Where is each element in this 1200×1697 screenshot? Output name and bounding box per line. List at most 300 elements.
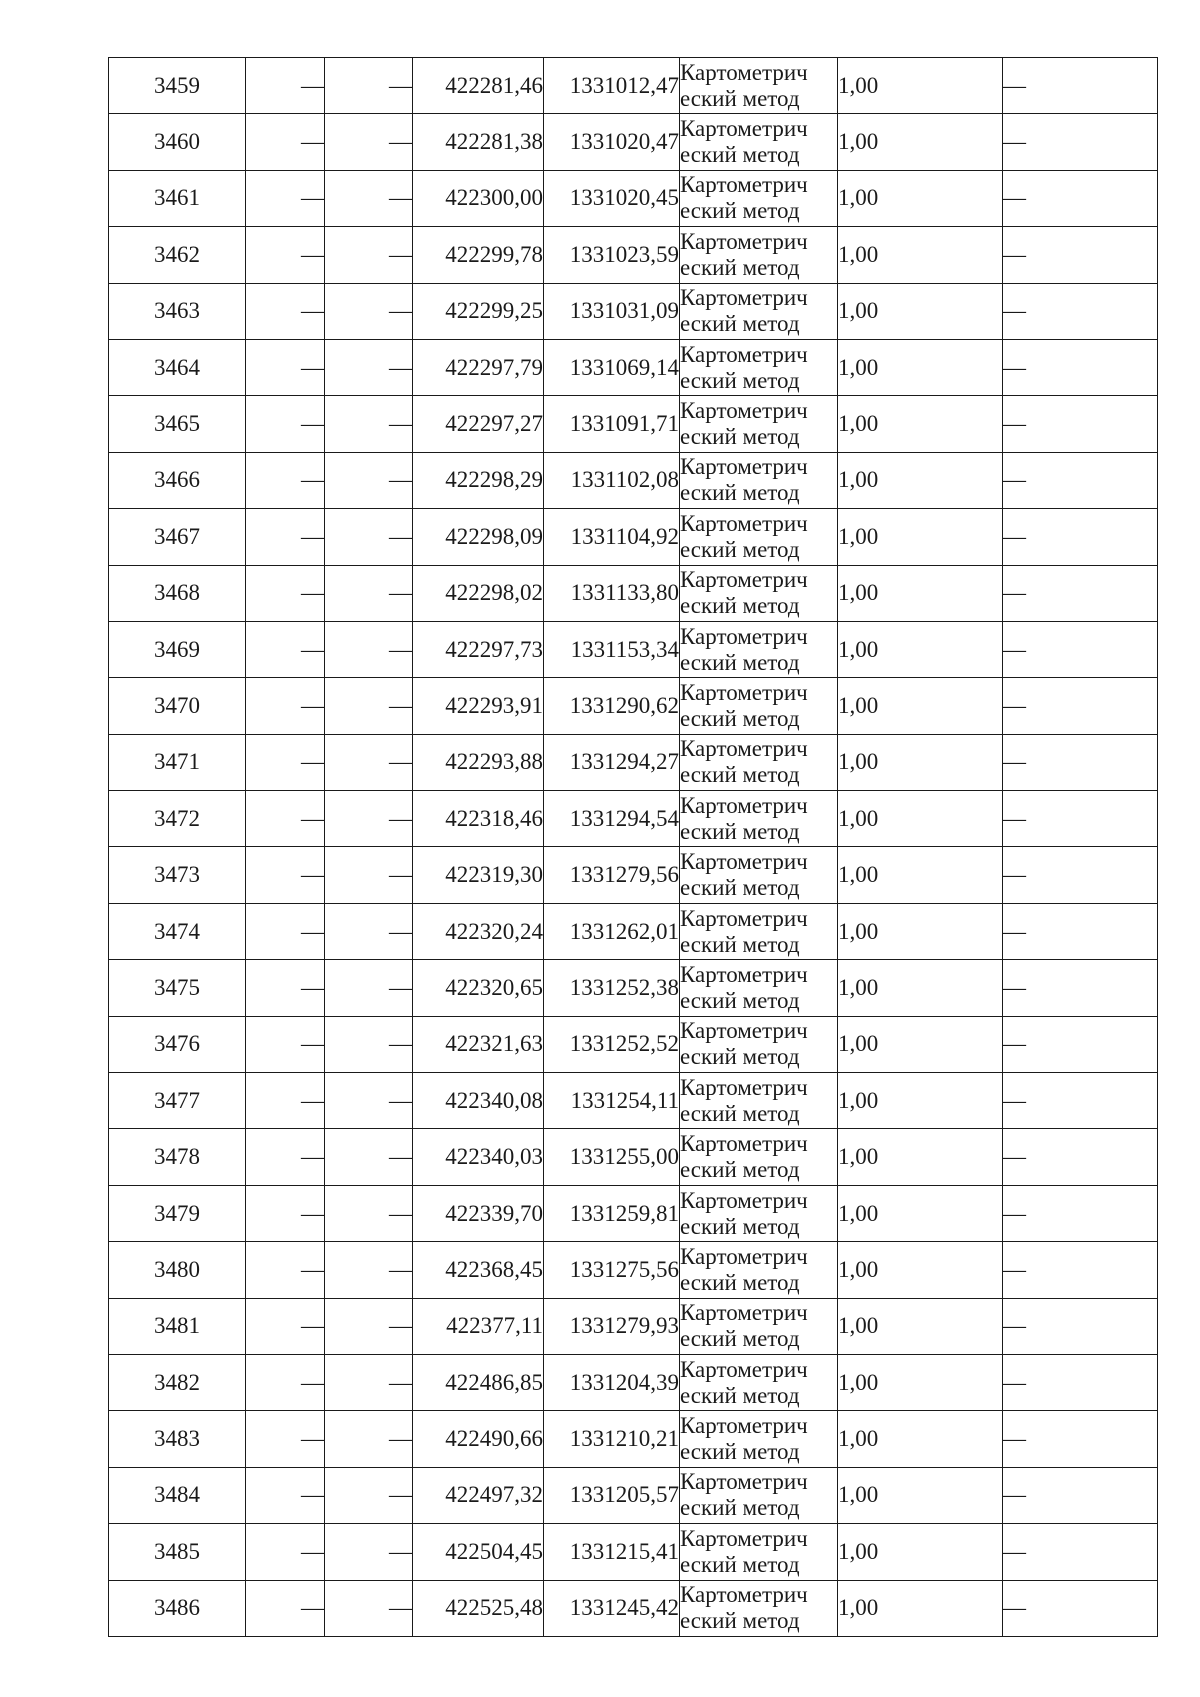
description-cell: — [1003, 1467, 1158, 1523]
old-y-cell: — [325, 678, 413, 734]
y-coordinate-cell: 1331290,62 [544, 678, 680, 734]
x-coordinate-cell: 422298,09 [413, 509, 544, 565]
method-text-line: Картометрич [680, 510, 808, 536]
method-text-line: еский метод [680, 705, 800, 731]
old-x-cell: — [246, 1129, 325, 1185]
point-number-cell: 3464 [109, 339, 246, 395]
point-number-cell: 3462 [109, 227, 246, 283]
table-row [109, 283, 1158, 339]
method-text-line: еский метод [680, 142, 800, 168]
accuracy-cell: 1,00 [838, 227, 1003, 283]
method-text-line: Картометрич [680, 59, 808, 85]
accuracy-cell: 1,00 [838, 509, 1003, 565]
table-row [109, 1242, 1158, 1298]
old-x-cell: — [246, 960, 325, 1016]
accuracy-cell: 1,00 [838, 678, 1003, 734]
x-coordinate-cell: 422490,66 [413, 1411, 544, 1467]
old-y-cell: — [325, 396, 413, 452]
description-cell: — [1003, 678, 1158, 734]
old-y-cell: — [325, 1185, 413, 1241]
description-cell: — [1003, 339, 1158, 395]
method-text-line: Картометрич [680, 567, 808, 593]
accuracy-cell: 1,00 [838, 1016, 1003, 1072]
y-coordinate-cell: 1331104,92 [544, 509, 680, 565]
y-coordinate-cell: 1331020,45 [544, 170, 680, 226]
old-x-cell: — [246, 565, 325, 621]
method-text-line: еский метод [680, 875, 800, 901]
y-coordinate-cell: 1331020,47 [544, 114, 680, 170]
x-coordinate-cell: 422299,25 [413, 283, 544, 339]
point-number-cell: 3460 [109, 114, 246, 170]
old-y-cell: — [325, 283, 413, 339]
old-y-cell: — [325, 1298, 413, 1354]
method-text-line: еский метод [680, 198, 800, 224]
y-coordinate-cell: 1331102,08 [544, 452, 680, 508]
description-cell: — [1003, 1073, 1158, 1129]
x-coordinate-cell: 422297,27 [413, 396, 544, 452]
description-cell: — [1003, 1411, 1158, 1467]
description-cell: — [1003, 847, 1158, 903]
x-coordinate-cell: 422300,00 [413, 170, 544, 226]
x-coordinate-cell: 422281,46 [413, 58, 544, 114]
description-cell: — [1003, 509, 1158, 565]
method-text-line: Картометрич [680, 1525, 808, 1551]
old-y-cell: — [325, 452, 413, 508]
old-x-cell: — [246, 734, 325, 790]
method-text-line: еский метод [680, 987, 800, 1013]
description-cell: — [1003, 1354, 1158, 1410]
description-cell: — [1003, 283, 1158, 339]
method-text-line: Картометрич [680, 736, 808, 762]
old-y-cell: — [325, 227, 413, 283]
y-coordinate-cell: 1331210,21 [544, 1411, 680, 1467]
accuracy-cell: 1,00 [838, 791, 1003, 847]
point-number-cell: 3468 [109, 565, 246, 621]
description-cell: — [1003, 621, 1158, 677]
method-cell [680, 565, 838, 621]
x-coordinate-cell: 422281,38 [413, 114, 544, 170]
description-cell: — [1003, 227, 1158, 283]
point-number-cell: 3482 [109, 1354, 246, 1410]
x-coordinate-cell: 422298,29 [413, 452, 544, 508]
method-text-line: еский метод [680, 593, 800, 619]
old-x-cell: — [246, 452, 325, 508]
accuracy-cell: 1,00 [838, 1129, 1003, 1185]
old-y-cell: — [325, 1580, 413, 1636]
accuracy-cell: 1,00 [838, 1185, 1003, 1241]
method-text-line: еский метод [680, 367, 800, 393]
old-y-cell: — [325, 791, 413, 847]
description-cell: — [1003, 170, 1158, 226]
table-body [109, 58, 1158, 1637]
method-cell [680, 1411, 838, 1467]
old-y-cell: — [325, 621, 413, 677]
description-cell: — [1003, 791, 1158, 847]
old-x-cell: — [246, 678, 325, 734]
table-row [109, 847, 1158, 903]
accuracy-cell: 1,00 [838, 1242, 1003, 1298]
x-coordinate-cell: 422293,91 [413, 678, 544, 734]
old-x-cell: — [246, 1354, 325, 1410]
table-row [109, 58, 1158, 114]
accuracy-cell: 1,00 [838, 170, 1003, 226]
x-coordinate-cell: 422486,85 [413, 1354, 544, 1410]
y-coordinate-cell: 1331204,39 [544, 1354, 680, 1410]
old-y-cell: — [325, 960, 413, 1016]
table-row [109, 1354, 1158, 1410]
accuracy-cell: 1,00 [838, 960, 1003, 1016]
old-y-cell: — [325, 1016, 413, 1072]
method-cell [680, 170, 838, 226]
method-text-line: Картометрич [680, 905, 808, 931]
x-coordinate-cell: 422340,08 [413, 1073, 544, 1129]
method-cell [680, 339, 838, 395]
table-row [109, 1185, 1158, 1241]
method-text-line: еский метод [680, 649, 800, 675]
method-text-line: еский метод [680, 1269, 800, 1295]
description-cell: — [1003, 565, 1158, 621]
method-text-line: Картометрич [680, 172, 808, 198]
point-number-cell: 3465 [109, 396, 246, 452]
x-coordinate-cell: 422298,02 [413, 565, 544, 621]
method-text-line: Картометрич [680, 1300, 808, 1326]
x-coordinate-cell: 422299,78 [413, 227, 544, 283]
method-cell [680, 58, 838, 114]
method-text-line: Картометрич [680, 341, 808, 367]
old-y-cell: — [325, 565, 413, 621]
method-cell [680, 114, 838, 170]
y-coordinate-cell: 1331262,01 [544, 903, 680, 959]
old-y-cell: — [325, 1354, 413, 1410]
table-row [109, 565, 1158, 621]
method-text-line: Картометрич [680, 454, 808, 480]
y-coordinate-cell: 1331031,09 [544, 283, 680, 339]
old-y-cell: — [325, 1073, 413, 1129]
accuracy-cell: 1,00 [838, 621, 1003, 677]
table-row [109, 678, 1158, 734]
method-cell [680, 452, 838, 508]
y-coordinate-cell: 1331069,14 [544, 339, 680, 395]
description-cell: — [1003, 1580, 1158, 1636]
table-row [109, 1298, 1158, 1354]
x-coordinate-cell: 422525,48 [413, 1580, 544, 1636]
description-cell: — [1003, 58, 1158, 114]
x-coordinate-cell: 422293,88 [413, 734, 544, 790]
point-number-cell: 3466 [109, 452, 246, 508]
accuracy-cell: 1,00 [838, 114, 1003, 170]
point-number-cell: 3484 [109, 1467, 246, 1523]
old-x-cell: — [246, 509, 325, 565]
y-coordinate-cell: 1331255,00 [544, 1129, 680, 1185]
method-cell [680, 847, 838, 903]
y-coordinate-cell: 1331259,81 [544, 1185, 680, 1241]
description-cell: — [1003, 396, 1158, 452]
point-number-cell: 3472 [109, 791, 246, 847]
x-coordinate-cell: 422318,46 [413, 791, 544, 847]
table-row [109, 452, 1158, 508]
y-coordinate-cell: 1331279,56 [544, 847, 680, 903]
method-cell [680, 396, 838, 452]
old-y-cell: — [325, 1467, 413, 1523]
old-x-cell: — [246, 1524, 325, 1580]
y-coordinate-cell: 1331153,34 [544, 621, 680, 677]
accuracy-cell: 1,00 [838, 1467, 1003, 1523]
y-coordinate-cell: 1331275,56 [544, 1242, 680, 1298]
method-cell [680, 1298, 838, 1354]
old-y-cell: — [325, 1524, 413, 1580]
coordinates-table [108, 57, 1158, 1637]
description-cell: — [1003, 1129, 1158, 1185]
table-row [109, 1580, 1158, 1636]
accuracy-cell: 1,00 [838, 452, 1003, 508]
table-row [109, 114, 1158, 170]
table-row [109, 1467, 1158, 1523]
accuracy-cell: 1,00 [838, 903, 1003, 959]
method-text-line: еский метод [680, 931, 800, 957]
table-row [109, 621, 1158, 677]
point-number-cell: 3459 [109, 58, 246, 114]
old-x-cell: — [246, 1185, 325, 1241]
y-coordinate-cell: 1331133,80 [544, 565, 680, 621]
point-number-cell: 3481 [109, 1298, 246, 1354]
x-coordinate-cell: 422321,63 [413, 1016, 544, 1072]
method-text-line: Картометрич [680, 792, 808, 818]
method-text-line: еский метод [680, 1439, 800, 1465]
method-cell [680, 283, 838, 339]
method-text-line: Картометрич [680, 679, 808, 705]
description-cell: — [1003, 1185, 1158, 1241]
method-text-line: Картометрич [680, 623, 808, 649]
accuracy-cell: 1,00 [838, 1411, 1003, 1467]
method-text-line: еский метод [680, 536, 800, 562]
method-text-line: Картометрич [680, 1018, 808, 1044]
x-coordinate-cell: 422497,32 [413, 1467, 544, 1523]
point-number-cell: 3483 [109, 1411, 246, 1467]
old-y-cell: — [325, 1411, 413, 1467]
accuracy-cell: 1,00 [838, 734, 1003, 790]
method-cell [680, 1129, 838, 1185]
description-cell: — [1003, 1242, 1158, 1298]
point-number-cell: 3469 [109, 621, 246, 677]
old-x-cell: — [246, 396, 325, 452]
old-y-cell: — [325, 734, 413, 790]
y-coordinate-cell: 1331294,54 [544, 791, 680, 847]
old-y-cell: — [325, 170, 413, 226]
method-text-line: еский метод [680, 1608, 800, 1634]
old-y-cell: — [325, 114, 413, 170]
x-coordinate-cell: 422320,24 [413, 903, 544, 959]
point-number-cell: 3471 [109, 734, 246, 790]
point-number-cell: 3470 [109, 678, 246, 734]
table-row [109, 791, 1158, 847]
point-number-cell: 3477 [109, 1073, 246, 1129]
table-row [109, 903, 1158, 959]
table-row [109, 1411, 1158, 1467]
table-row [109, 227, 1158, 283]
old-x-cell: — [246, 1242, 325, 1298]
old-x-cell: — [246, 283, 325, 339]
point-number-cell: 3480 [109, 1242, 246, 1298]
point-number-cell: 3479 [109, 1185, 246, 1241]
method-text-line: еский метод [680, 818, 800, 844]
accuracy-cell: 1,00 [838, 565, 1003, 621]
method-cell [680, 1467, 838, 1523]
x-coordinate-cell: 422297,79 [413, 339, 544, 395]
method-text-line: Картометрич [680, 849, 808, 875]
point-number-cell: 3475 [109, 960, 246, 1016]
method-text-line: Картометрич [680, 285, 808, 311]
accuracy-cell: 1,00 [838, 1298, 1003, 1354]
x-coordinate-cell: 422320,65 [413, 960, 544, 1016]
old-y-cell: — [325, 1129, 413, 1185]
method-text-line: Картометрич [680, 1413, 808, 1439]
method-text-line: еский метод [680, 1326, 800, 1352]
description-cell: — [1003, 734, 1158, 790]
method-text-line: еский метод [680, 1100, 800, 1126]
old-y-cell: — [325, 339, 413, 395]
accuracy-cell: 1,00 [838, 58, 1003, 114]
point-number-cell: 3474 [109, 903, 246, 959]
x-coordinate-cell: 422340,03 [413, 1129, 544, 1185]
accuracy-cell: 1,00 [838, 1354, 1003, 1410]
method-cell [680, 1524, 838, 1580]
old-x-cell: — [246, 1298, 325, 1354]
method-text-line: еский метод [680, 311, 800, 337]
method-text-line: Картометрич [680, 1187, 808, 1213]
accuracy-cell: 1,00 [838, 847, 1003, 903]
method-text-line: еский метод [680, 762, 800, 788]
method-text-line: Картометрич [680, 1356, 808, 1382]
old-x-cell: — [246, 1580, 325, 1636]
method-text-line: еский метод [680, 480, 800, 506]
description-cell: — [1003, 1016, 1158, 1072]
table-row [109, 509, 1158, 565]
y-coordinate-cell: 1331294,27 [544, 734, 680, 790]
point-number-cell: 3476 [109, 1016, 246, 1072]
old-x-cell: — [246, 1411, 325, 1467]
y-coordinate-cell: 1331245,42 [544, 1580, 680, 1636]
y-coordinate-cell: 1331252,52 [544, 1016, 680, 1072]
method-text-line: еский метод [680, 1044, 800, 1070]
method-text-line: Картометрич [680, 1582, 808, 1608]
old-x-cell: — [246, 170, 325, 226]
old-x-cell: — [246, 1467, 325, 1523]
method-cell [680, 1354, 838, 1410]
x-coordinate-cell: 422319,30 [413, 847, 544, 903]
table-row [109, 1016, 1158, 1072]
method-cell [680, 960, 838, 1016]
method-text-line: Картометрич [680, 1074, 808, 1100]
point-number-cell: 3463 [109, 283, 246, 339]
method-cell [680, 1185, 838, 1241]
method-cell [680, 734, 838, 790]
y-coordinate-cell: 1331023,59 [544, 227, 680, 283]
method-cell [680, 1073, 838, 1129]
description-cell: — [1003, 1524, 1158, 1580]
accuracy-cell: 1,00 [838, 283, 1003, 339]
table-row [109, 960, 1158, 1016]
method-text-line: Картометрич [680, 228, 808, 254]
description-cell: — [1003, 903, 1158, 959]
old-x-cell: — [246, 114, 325, 170]
table-row [109, 396, 1158, 452]
point-number-cell: 3486 [109, 1580, 246, 1636]
method-text-line: еский метод [680, 1382, 800, 1408]
old-x-cell: — [246, 58, 325, 114]
y-coordinate-cell: 1331215,41 [544, 1524, 680, 1580]
table-row [109, 1129, 1158, 1185]
y-coordinate-cell: 1331091,71 [544, 396, 680, 452]
x-coordinate-cell: 422297,73 [413, 621, 544, 677]
description-cell: — [1003, 452, 1158, 508]
x-coordinate-cell: 422339,70 [413, 1185, 544, 1241]
y-coordinate-cell: 1331012,47 [544, 58, 680, 114]
point-number-cell: 3473 [109, 847, 246, 903]
method-cell [680, 227, 838, 283]
method-cell [680, 903, 838, 959]
old-x-cell: — [246, 621, 325, 677]
y-coordinate-cell: 1331279,93 [544, 1298, 680, 1354]
method-text-line: Картометрич [680, 398, 808, 424]
method-cell [680, 791, 838, 847]
method-text-line: еский метод [680, 1551, 800, 1577]
old-x-cell: — [246, 339, 325, 395]
method-cell [680, 1016, 838, 1072]
old-x-cell: — [246, 847, 325, 903]
point-number-cell: 3461 [109, 170, 246, 226]
point-number-cell: 3478 [109, 1129, 246, 1185]
accuracy-cell: 1,00 [838, 1580, 1003, 1636]
old-y-cell: — [325, 509, 413, 565]
old-x-cell: — [246, 791, 325, 847]
point-number-cell: 3467 [109, 509, 246, 565]
method-text-line: Картометрич [680, 116, 808, 142]
method-cell [680, 1580, 838, 1636]
old-y-cell: — [325, 847, 413, 903]
table-row [109, 734, 1158, 790]
x-coordinate-cell: 422377,11 [413, 1298, 544, 1354]
y-coordinate-cell: 1331252,38 [544, 960, 680, 1016]
table-row [109, 1073, 1158, 1129]
old-x-cell: — [246, 227, 325, 283]
method-text-line: Картометрич [680, 961, 808, 987]
description-cell: — [1003, 1298, 1158, 1354]
table-row [109, 1524, 1158, 1580]
method-text-line: еский метод [680, 1157, 800, 1183]
table-row [109, 170, 1158, 226]
method-text-line: еский метод [680, 85, 800, 111]
method-text-line: Картометрич [680, 1469, 808, 1495]
method-text-line: еский метод [680, 254, 800, 280]
y-coordinate-cell: 1331254,11 [544, 1073, 680, 1129]
method-cell [680, 509, 838, 565]
old-y-cell: — [325, 903, 413, 959]
x-coordinate-cell: 422368,45 [413, 1242, 544, 1298]
accuracy-cell: 1,00 [838, 1073, 1003, 1129]
method-cell [680, 1242, 838, 1298]
x-coordinate-cell: 422504,45 [413, 1524, 544, 1580]
method-cell [680, 621, 838, 677]
old-x-cell: — [246, 1073, 325, 1129]
description-cell: — [1003, 114, 1158, 170]
table-row [109, 339, 1158, 395]
point-number-cell: 3485 [109, 1524, 246, 1580]
old-y-cell: — [325, 1242, 413, 1298]
old-y-cell: — [325, 58, 413, 114]
old-x-cell: — [246, 903, 325, 959]
method-text-line: еский метод [680, 424, 800, 450]
accuracy-cell: 1,00 [838, 396, 1003, 452]
